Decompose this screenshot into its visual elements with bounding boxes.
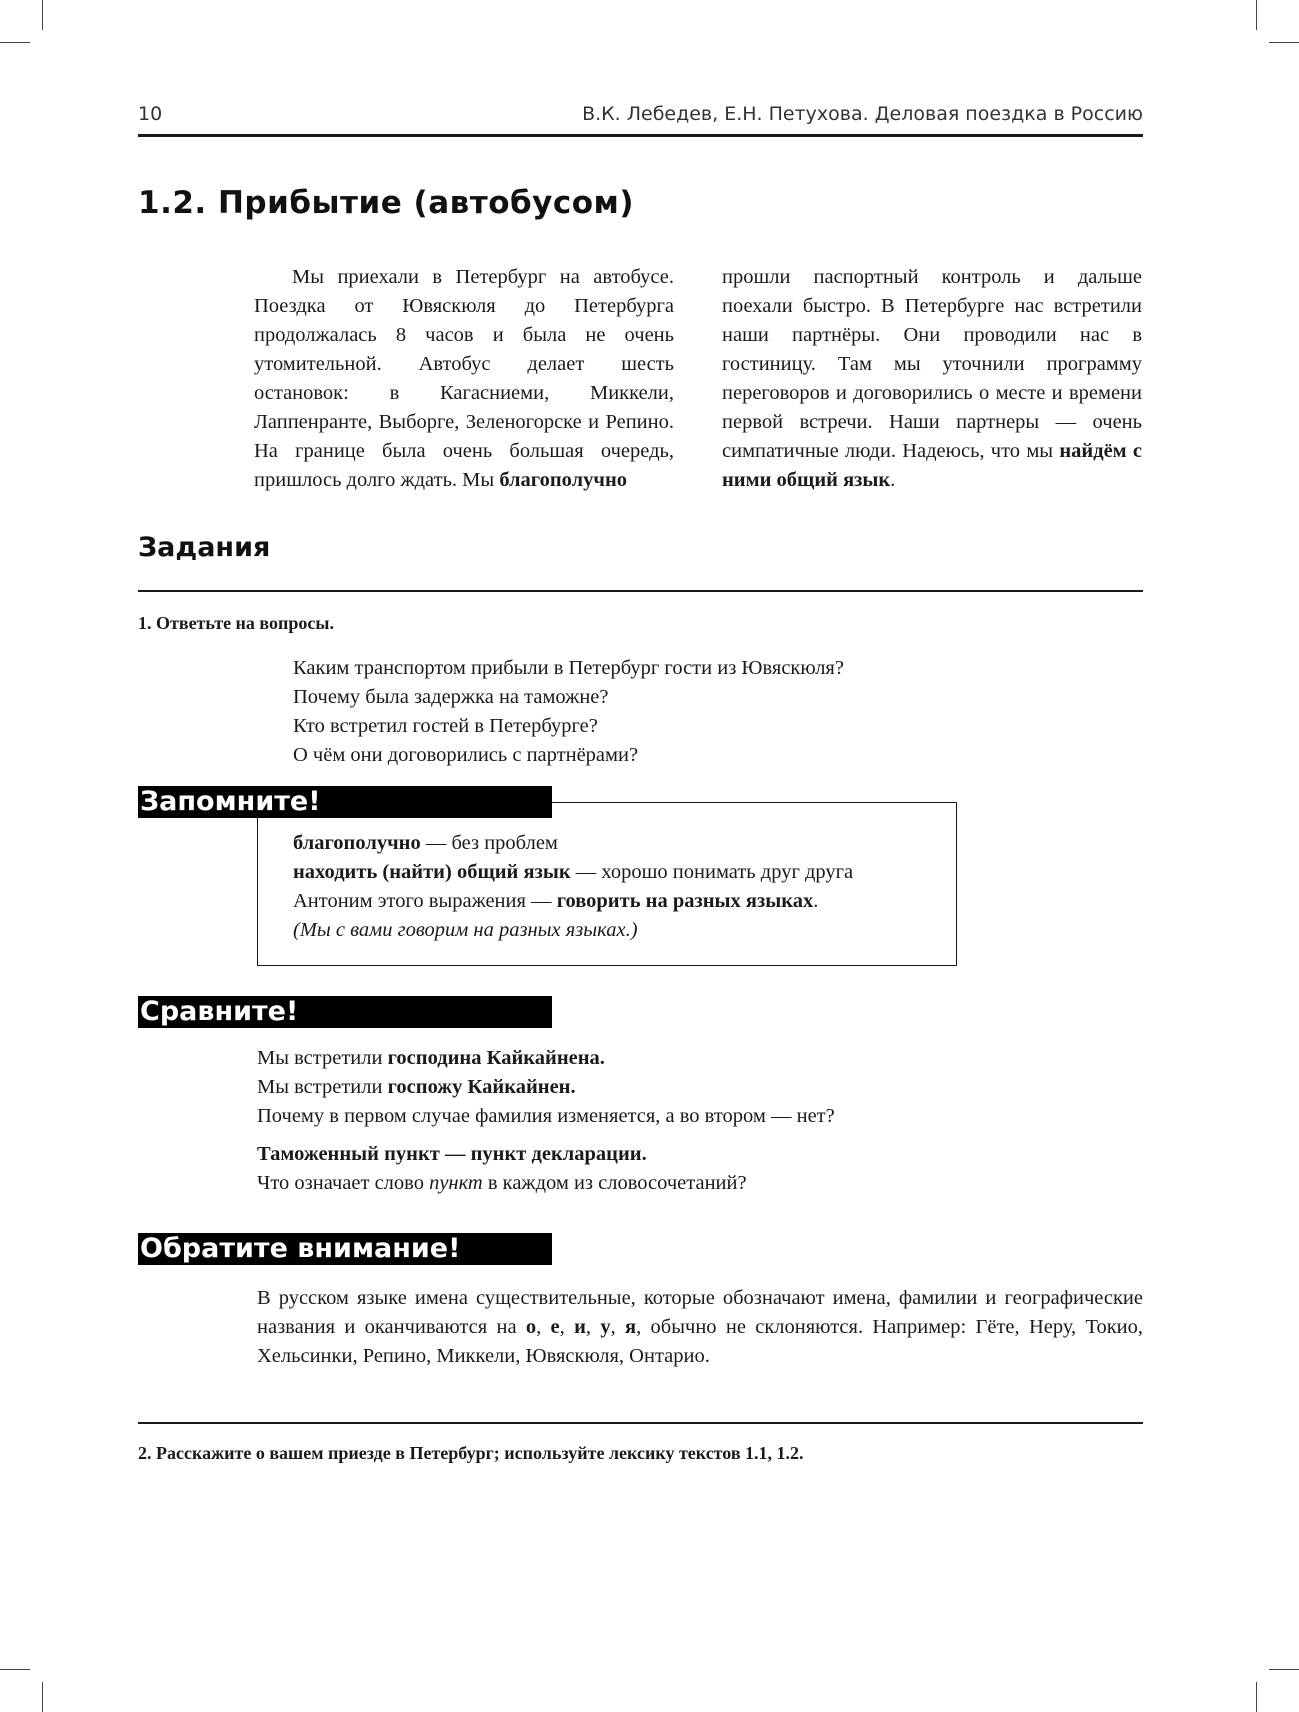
tasks-heading: Задания xyxy=(138,532,271,563)
question-item: Каким транспортом прибыли в Петербург гости из Ювяскюля? xyxy=(293,657,844,679)
attention-banner: Обратите внимание! xyxy=(138,1233,552,1265)
text-span: — хорошо понимать друг друга xyxy=(570,861,854,883)
text-span: . xyxy=(813,890,819,912)
text-span: Мы встретили xyxy=(257,1076,388,1098)
text-span: Что означает слово xyxy=(257,1172,430,1194)
bold-term: говорить на разных языках xyxy=(556,890,814,912)
compare-line xyxy=(257,1073,835,1102)
divider xyxy=(138,1422,1143,1424)
text-span: Мы встретили xyxy=(257,1047,388,1069)
text-span: , xyxy=(585,1316,601,1338)
crop-mark xyxy=(1269,1669,1299,1670)
italic-term: пункт xyxy=(429,1172,483,1194)
running-title: В.К. Лебедев, Е.Н. Петухова. Деловая поездка в Россию xyxy=(582,103,1143,125)
remember-content xyxy=(293,829,853,945)
page-header xyxy=(138,100,1143,137)
text-span: , xyxy=(559,1316,575,1338)
question-item: Кто встретил гостей в Петербурге? xyxy=(293,715,598,737)
bold-letter: и xyxy=(574,1316,586,1338)
text-span: , xyxy=(610,1316,626,1338)
bold-letter: о xyxy=(525,1316,537,1338)
compare-line xyxy=(257,1140,835,1169)
compare-content xyxy=(257,1044,835,1198)
text-column-left xyxy=(254,263,674,495)
crop-mark xyxy=(1269,42,1299,43)
remember-banner: Запомните! xyxy=(138,786,552,818)
bold-term: найдём с ними общий язык xyxy=(722,440,1142,491)
remember-line xyxy=(293,916,853,945)
remember-line xyxy=(293,829,853,858)
crop-mark xyxy=(42,0,43,30)
crop-mark xyxy=(0,1669,30,1670)
text-span: Мы приехали в Петербург на автобусе. Поездка от Ювяскюля до Петербурга продолжалась 8 часов и была не очень утомительной. Автобус делает шесть остановок: в Кагасниеми, Миккели, Лаппенранте, Выборге, Зеленогорске и Репино. На границе была очень большая очередь, пришлось долго ждать. Мы xyxy=(254,266,674,491)
divider xyxy=(138,590,1143,592)
bold-term: благополучно xyxy=(499,469,628,491)
remember-line xyxy=(293,887,853,916)
compare-banner: Сравните! xyxy=(138,996,552,1028)
compare-line: Почему в первом случае фамилия изменяется, а во втором — нет? xyxy=(257,1105,835,1127)
bold-letter: е xyxy=(550,1316,560,1338)
text-span: прошли паспортный контроль и дальше поехали быстро. В Петербурге нас встретили наши партнёры. Они проводили нас в гостиницу. Там мы уточнили программу переговоров и договорились о месте и времени первой встречи. Наши партнеры — очень симпатичные люди. Надеюсь, что мы xyxy=(722,266,1142,462)
task-2-title: 2. Расскажите о вашем приезде в Петербург; используйте лексику текстов 1.1, 1.2. xyxy=(138,1443,804,1463)
text-span: — без проблем xyxy=(420,832,558,854)
question-item: Почему была задержка на таможне? xyxy=(293,686,609,708)
bold-letter: я xyxy=(625,1316,637,1338)
bold-term: госпожу Кайкайнен. xyxy=(387,1076,576,1098)
bold-term: благополучно xyxy=(293,832,421,854)
text-span: , обычно не склоняются. Например: Гёте, Неру, Токио, Хельсинки, Репино, Миккели, Ювяскюля, Онтарио. xyxy=(257,1316,1144,1367)
section-title: 1.2. Прибытие (автобусом) xyxy=(138,185,635,221)
text-span: Антоним этого выражения — xyxy=(293,890,557,912)
page-number: 10 xyxy=(138,103,163,125)
bold-term: господина Кайкайнена. xyxy=(387,1047,605,1069)
compare-line xyxy=(257,1044,835,1073)
crop-mark xyxy=(1256,0,1257,30)
question-item: О чём они договорились с партнёрами? xyxy=(293,744,639,766)
remember-line xyxy=(293,858,853,887)
bold-term: Таможенный пункт — пункт декларации. xyxy=(257,1143,647,1165)
bold-letter: у xyxy=(600,1316,611,1338)
text-span: В русском языке имена существительные, которые обозначают имена, фамилии и географические названия и оканчиваются на xyxy=(257,1287,1143,1338)
compare-line xyxy=(257,1169,835,1198)
italic-example: (Мы с вами говорим на разных языках.) xyxy=(293,919,638,941)
text-span: в каждом из словосочетаний? xyxy=(482,1172,747,1194)
question-list xyxy=(293,654,844,770)
text-span: . xyxy=(890,469,896,491)
crop-mark xyxy=(0,42,30,43)
text-column-right xyxy=(722,263,1142,495)
crop-mark xyxy=(42,1682,43,1712)
attention-paragraph xyxy=(257,1284,1143,1371)
text-span: , xyxy=(536,1316,551,1338)
crop-mark xyxy=(1256,1682,1257,1712)
task-1-title: 1. Ответьте на вопросы. xyxy=(138,613,334,633)
bold-term: находить (найти) общий язык xyxy=(293,861,571,883)
